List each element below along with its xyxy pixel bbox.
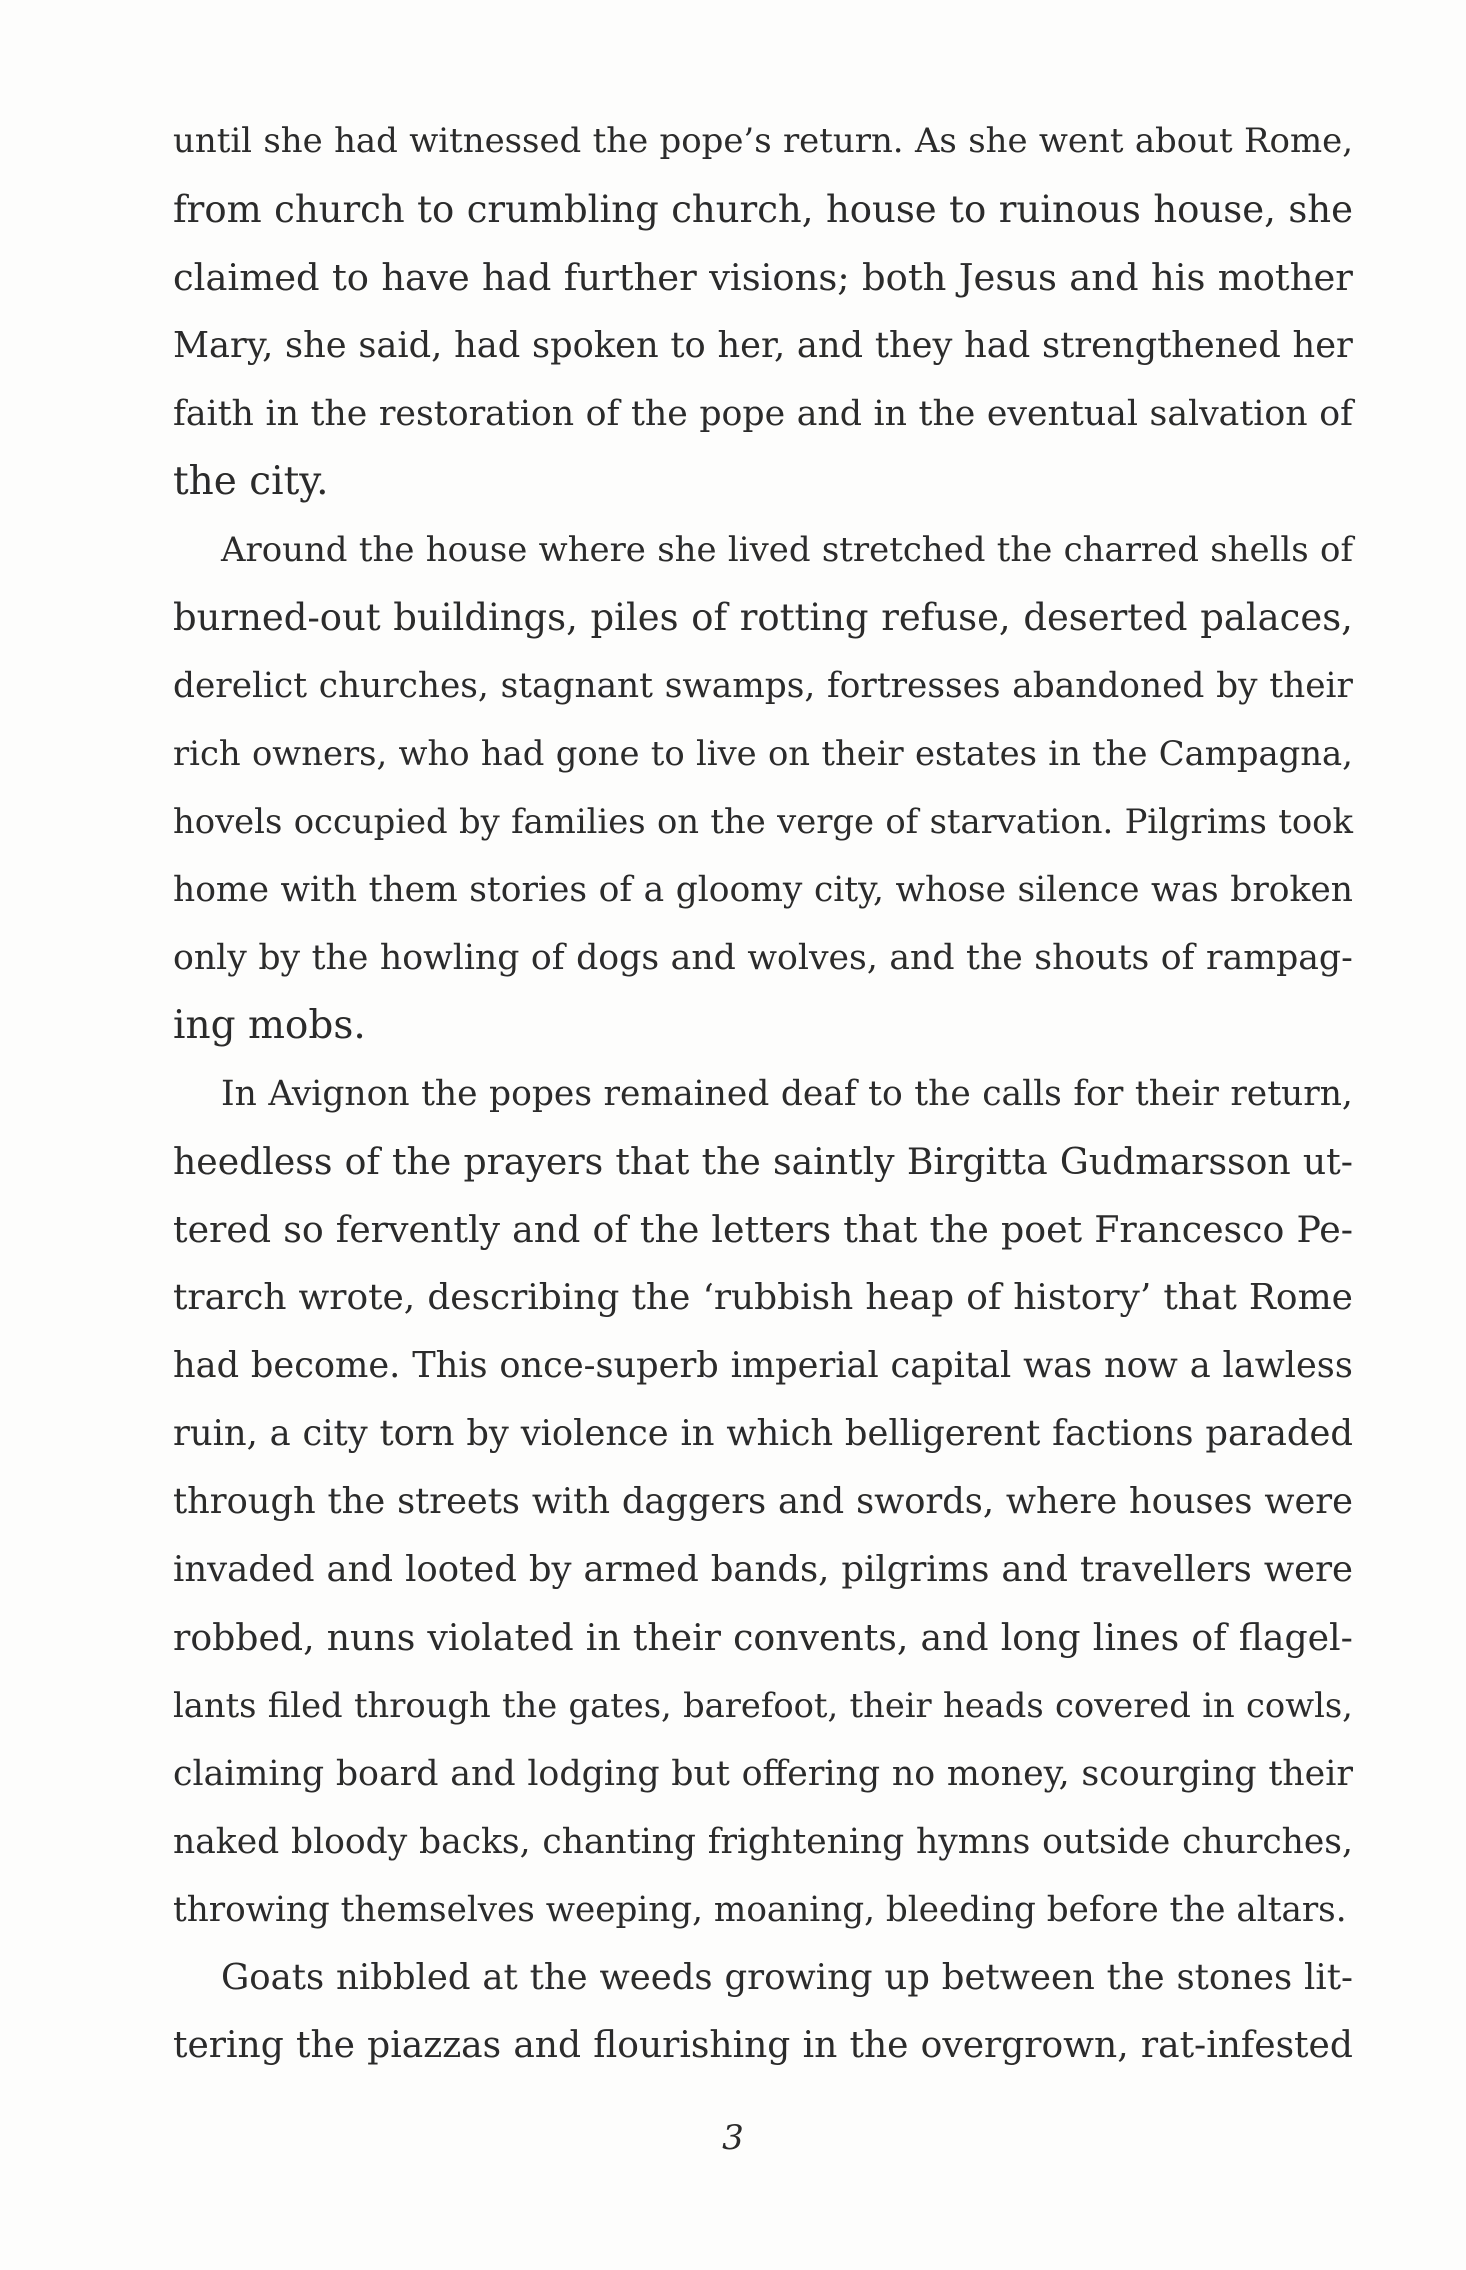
text-line: claimed to have had further visions; both Jesus and his mother xyxy=(173,256,1353,299)
text-line: derelict churches, stagnant swamps, fortresses abandoned by their xyxy=(173,666,1353,706)
page-number: 3 xyxy=(722,2118,744,2158)
text-line: the city. xyxy=(173,459,329,504)
text-line: through the streets with daggers and swords, where houses were xyxy=(173,1481,1353,1522)
text-line: hovels occupied by families on the verge of starvation. Pilgrims took xyxy=(173,802,1353,841)
text-line: throwing themselves weeping, moaning, bleeding before the altars. xyxy=(173,1890,1347,1930)
text-line: faith in the restoration of the pope and in the eventual salvation of xyxy=(173,394,1353,434)
text-line: invaded and looted by armed bands, pilgrims and travellers were xyxy=(173,1549,1353,1590)
text-line: trarch wrote, describing the ‘rubbish heap of history’ that Rome xyxy=(173,1277,1353,1318)
text-line: home with them stories of a gloomy city, whose silence was broken xyxy=(173,870,1353,910)
text-line: claiming board and lodging but offering no money, scourging their xyxy=(173,1754,1353,1794)
text-line: Mary, she said, had spoken to her, and they had strengthened her xyxy=(173,325,1353,366)
text-line: burned-out buildings, piles of rotting refuse, deserted palaces, xyxy=(173,596,1353,639)
text-line: rich owners, who had gone to live on their estates in the Campagna, xyxy=(173,734,1353,773)
text-line: heedless of the prayers that the saintly Birgitta Gudmarsson ut- xyxy=(173,1140,1353,1183)
text-line: tered so fervently and of the letters that the poet Francesco Pe- xyxy=(173,1208,1353,1251)
text-line: In Avignon the popes remained deaf to the calls for their return, xyxy=(221,1074,1353,1114)
text-line: from church to crumbling church, house to ruinous house, she xyxy=(173,188,1353,231)
text-line: ruin, a city torn by violence in which belligerent factions paraded xyxy=(173,1413,1353,1454)
text-line: tering the piazzas and flourishing in the overgrown, rat-infested xyxy=(173,2025,1353,2066)
body-text xyxy=(173,108,1353,2080)
text-line: until she had witnessed the pope’s return. As she went about Rome, xyxy=(173,122,1353,161)
text-line: Around the house where she lived stretched the charred shells of xyxy=(221,530,1353,569)
text-line: robbed, nuns violated in their convents, and long lines of flagel- xyxy=(173,1616,1353,1659)
text-line: had become. This once-superb imperial capital was now a lawless xyxy=(173,1345,1353,1386)
text-line: only by the howling of dogs and wolves, and the shouts of rampag- xyxy=(173,938,1353,978)
text-line: ing mobs. xyxy=(173,1003,366,1048)
text-line: Goats nibbled at the weeds growing up between the stones lit- xyxy=(221,1957,1353,1998)
text-line: naked bloody backs, chanting frightening hymns outside churches, xyxy=(173,1822,1353,1862)
text-line: lants filed through the gates, barefoot, their heads covered in cowls, xyxy=(173,1686,1353,1725)
